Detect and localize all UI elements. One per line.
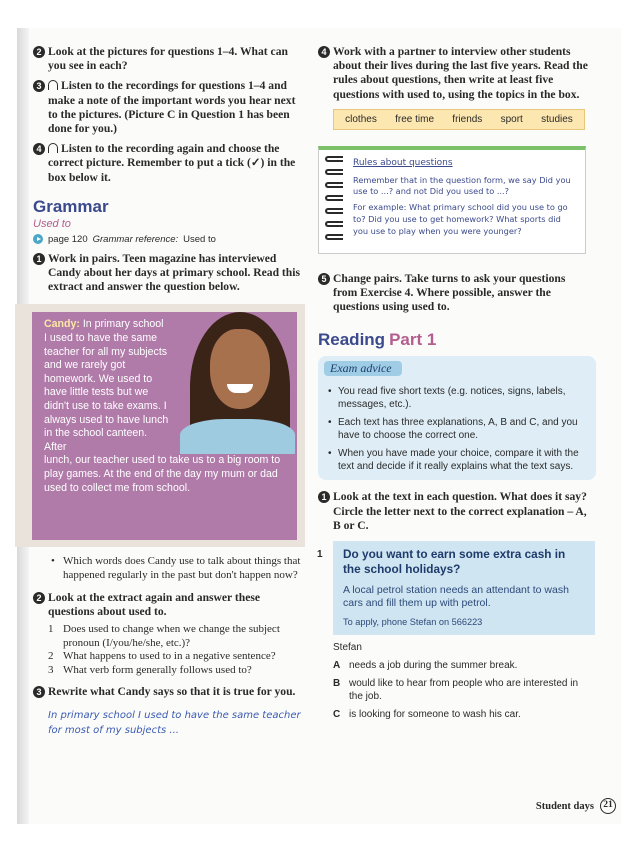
grammar-heading: Grammar [33,196,109,216]
rules-notebook [318,146,586,254]
exam-advice-box [318,356,596,480]
notice-1 [317,541,595,635]
grammar-reference: page 120 Grammar reference: Used to [33,234,305,245]
rules-line-2: For example: What primary school did you use to go to? Did you use to get homework? What sports did you use to play when you were younger? [353,202,568,236]
exercise-number: 5 [318,273,330,285]
topic: sport [500,113,523,125]
topic: free time [395,113,435,125]
headphones-icon [48,80,58,90]
candy-extract [15,304,305,547]
bullet-question: • Which words does Candy use to talk about things that happened regularly in the past but don't happen now? [33,555,305,582]
spiral-binding [325,156,343,247]
footer-label: Student days [535,800,594,812]
list-item: 2 What happens to used to in a negative sentence? [48,650,276,663]
grammar-subheading: Used to [33,217,71,230]
exercise-number: 3 [33,686,45,698]
exercise-number: 1 [33,253,45,265]
reading-heading: Reading Part 1 [318,330,437,350]
handwritten-example: In primary school I used to have the same teacher for most of my subjects ... [48,709,301,736]
grammar-exercise-1: 1 Work in pairs. Teen magazine has interviewed Candy about her days at primary school. Read this extract and answer the question below. [33,252,305,295]
notice-number: 1 [317,549,323,561]
grammar-exercise-3: 3 Rewrite what Candy says so that it is true for you. [33,685,305,699]
list-item: 3 What verb form generally follows used to? [48,663,252,676]
exercise-3-listening: 3 Listen to the recordings for questions 1–4 and make a note of the important words you hear next to the pictures. (Picture C in Question 1 has been done for you.) [33,79,305,136]
headphones-icon [48,143,58,153]
arrow-icon [33,234,43,244]
left-column [33,45,305,738]
exercise-number: 4 [318,46,330,58]
grammar-exercise-2: 2 Look at the extract again and answer these questions about used to. [33,591,305,619]
topic: friends [452,113,483,125]
options-subject: Stefan [333,642,362,654]
candy-quote: Candy: In primary school I used to have the same teacher for all my subjects and we rarely got homework. We used to have little tests but we didn't use to take exams. I always used to have lunch in the school canteen. After lunch, our teacher used to take us to a big room to play games. At the end of the day my mum or dad used to collect me from school. [32,312,297,540]
exercise-4-listening: 4 Listen to the recording again and choose the correct picture. Remember to put a tick (✓) in the box below it. [33,142,305,185]
option-a[interactable]: A needs a job during the summer break. [333,660,518,672]
advice-item: • When you have made your choice, compare it with the text and decide if it really explains what the text says. [324,447,590,473]
exercise-number: 4 [33,143,45,155]
rules-line-1: Remember that in the question form, we say Did you use to ...? and not Did you used to ...? [353,174,571,197]
topic: studies [541,113,573,125]
exercise-5-change-pairs: 5 Change pairs. Take turns to ask your questions from Exercise 4. Where possible, answer the questions using used to. [318,272,588,315]
advice-item: • Each text has three explanations, A, B and C, and you have to choose the correct one. [324,416,590,442]
notice-body: A local petrol station needs an attendant to wash cars and fill them up with petrol. [343,584,569,610]
exercise-number: 3 [33,80,45,92]
exercise-4-interview: 4 Work with a partner to interview other students about their lives during the last five years. Read the rules about questions, then write at least five questions with used to, using the topics in the box. [318,45,588,102]
answer-options [318,641,588,721]
topic: clothes [345,113,377,125]
reading-exercise-1: 1 Look at the text in each question. What does it say? Circle the letter next to the correct explanation – A, B or C. [318,490,588,533]
notice-contact: To apply, phone Stefan on 566223 [343,617,483,628]
rules-title: Rules about questions [353,157,453,168]
notice-title: Do you want to earn some extra cash in the school holidays? [343,547,566,576]
candy-photo [175,304,300,454]
grammar-questions-list [33,623,305,677]
exercise-number: 2 [33,592,45,604]
exam-advice-title: Exam advice [324,361,402,376]
right-column [318,45,588,721]
option-c[interactable]: C is looking for someone to wash his car. [333,709,521,721]
exercise-number: 1 [318,491,330,503]
topics-box [333,109,585,130]
list-item: 1 Does used to change when we change the subject pronoun (I/you/he/she, etc.)? [48,623,280,649]
exercise-number: 2 [33,46,45,58]
option-b[interactable]: B would like to hear from people who are interested in the job. [333,678,579,703]
advice-item: • You read five short texts (e.g. notices, signs, labels, messages, etc.). [324,385,590,411]
page-number: 21 [600,798,616,814]
exercise-2-listening: 2 Look at the pictures for questions 1–4. What can you see in each? [33,45,305,73]
page-footer [536,798,616,814]
